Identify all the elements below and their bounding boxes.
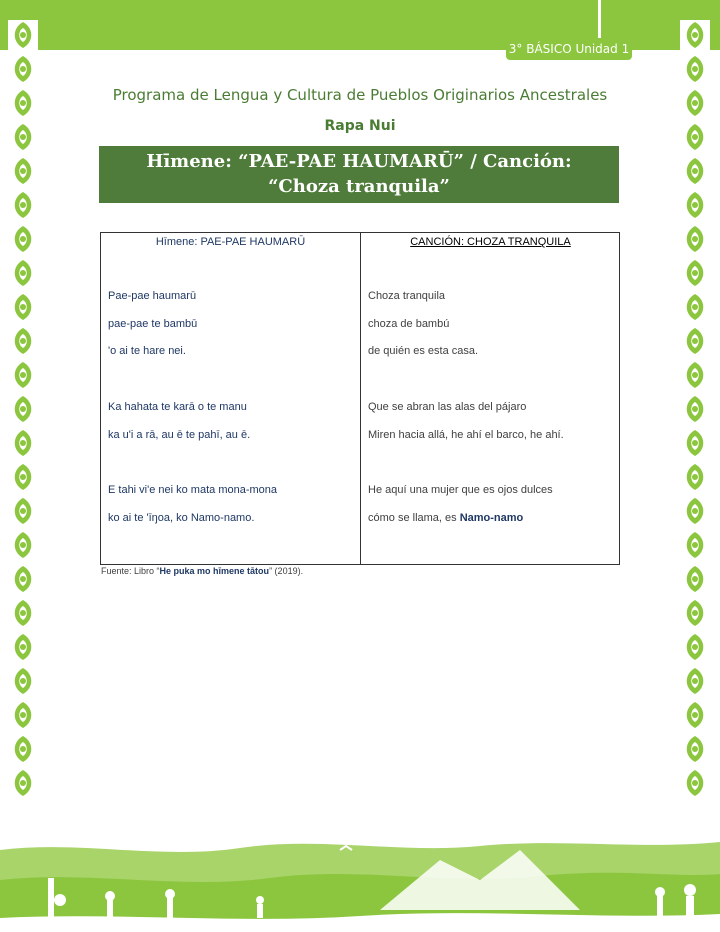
spanish-line-text: cómo se llama, es (368, 512, 460, 524)
rapanui-line: pae-pae te bambū (108, 318, 198, 330)
source-suffix: ” (2019). (269, 566, 304, 576)
rapanui-column-header: Hīmene: PAE-PAE HAUMARŪ (155, 236, 306, 248)
rapanui-line: E tahi vi'e nei ko mata mona-mona (108, 484, 278, 496)
name-highlight: Namo-namo (459, 512, 524, 524)
spanish-line: de quién es esta casa. (368, 345, 479, 357)
song-table (100, 232, 620, 565)
source-prefix: Fuente: Libro “ (101, 566, 160, 576)
rapanui-line: ka u'i a rā, au ē te pahī, au ē. (108, 429, 251, 441)
grade-unit-badge: 3° BÁSICO Unidad 1 (506, 38, 632, 60)
rapanui-line: Pae-pae haumarū (108, 290, 197, 302)
footer-landscape-illustration (0, 820, 720, 932)
program-heading: Programa de Lengua y Cultura de Pueblos Originarios Ancestrales (112, 86, 608, 104)
rapanui-line: Ka hahata te karā o te manu (108, 401, 247, 413)
right-ornamental-border (680, 20, 710, 820)
top-bar-tick (598, 0, 601, 38)
spanish-line: He aquí una mujer que es ojos dulces (368, 484, 553, 496)
column-divider (360, 233, 361, 564)
source-book-title: He puka mo hīmene tātou (159, 566, 270, 576)
spanish-line: Miren hacia allá, he ahí el barco, he ahí. (368, 429, 564, 441)
rapanui-line: ko ai te 'īŋoa, ko Namo-namo. (108, 512, 255, 524)
spanish-line: choza de bambú (368, 318, 450, 330)
spanish-column-header: CANCIÓN: CHOZA TRANQUILA (410, 236, 571, 248)
spanish-line: Que se abran las alas del pájaro (368, 401, 527, 413)
spanish-line (368, 512, 523, 524)
title-banner (99, 146, 619, 203)
spanish-line: Choza tranquila (368, 290, 446, 302)
rapanui-line: 'o ai te hare nei. (108, 345, 186, 357)
left-ornamental-border (8, 20, 38, 820)
page-title: Hīmene: “PAE-PAE HAUMARŪ” / Canción: “Choza tranquila” (146, 151, 572, 197)
subject-heading: Rapa Nui (324, 118, 396, 134)
source-citation (101, 566, 303, 576)
